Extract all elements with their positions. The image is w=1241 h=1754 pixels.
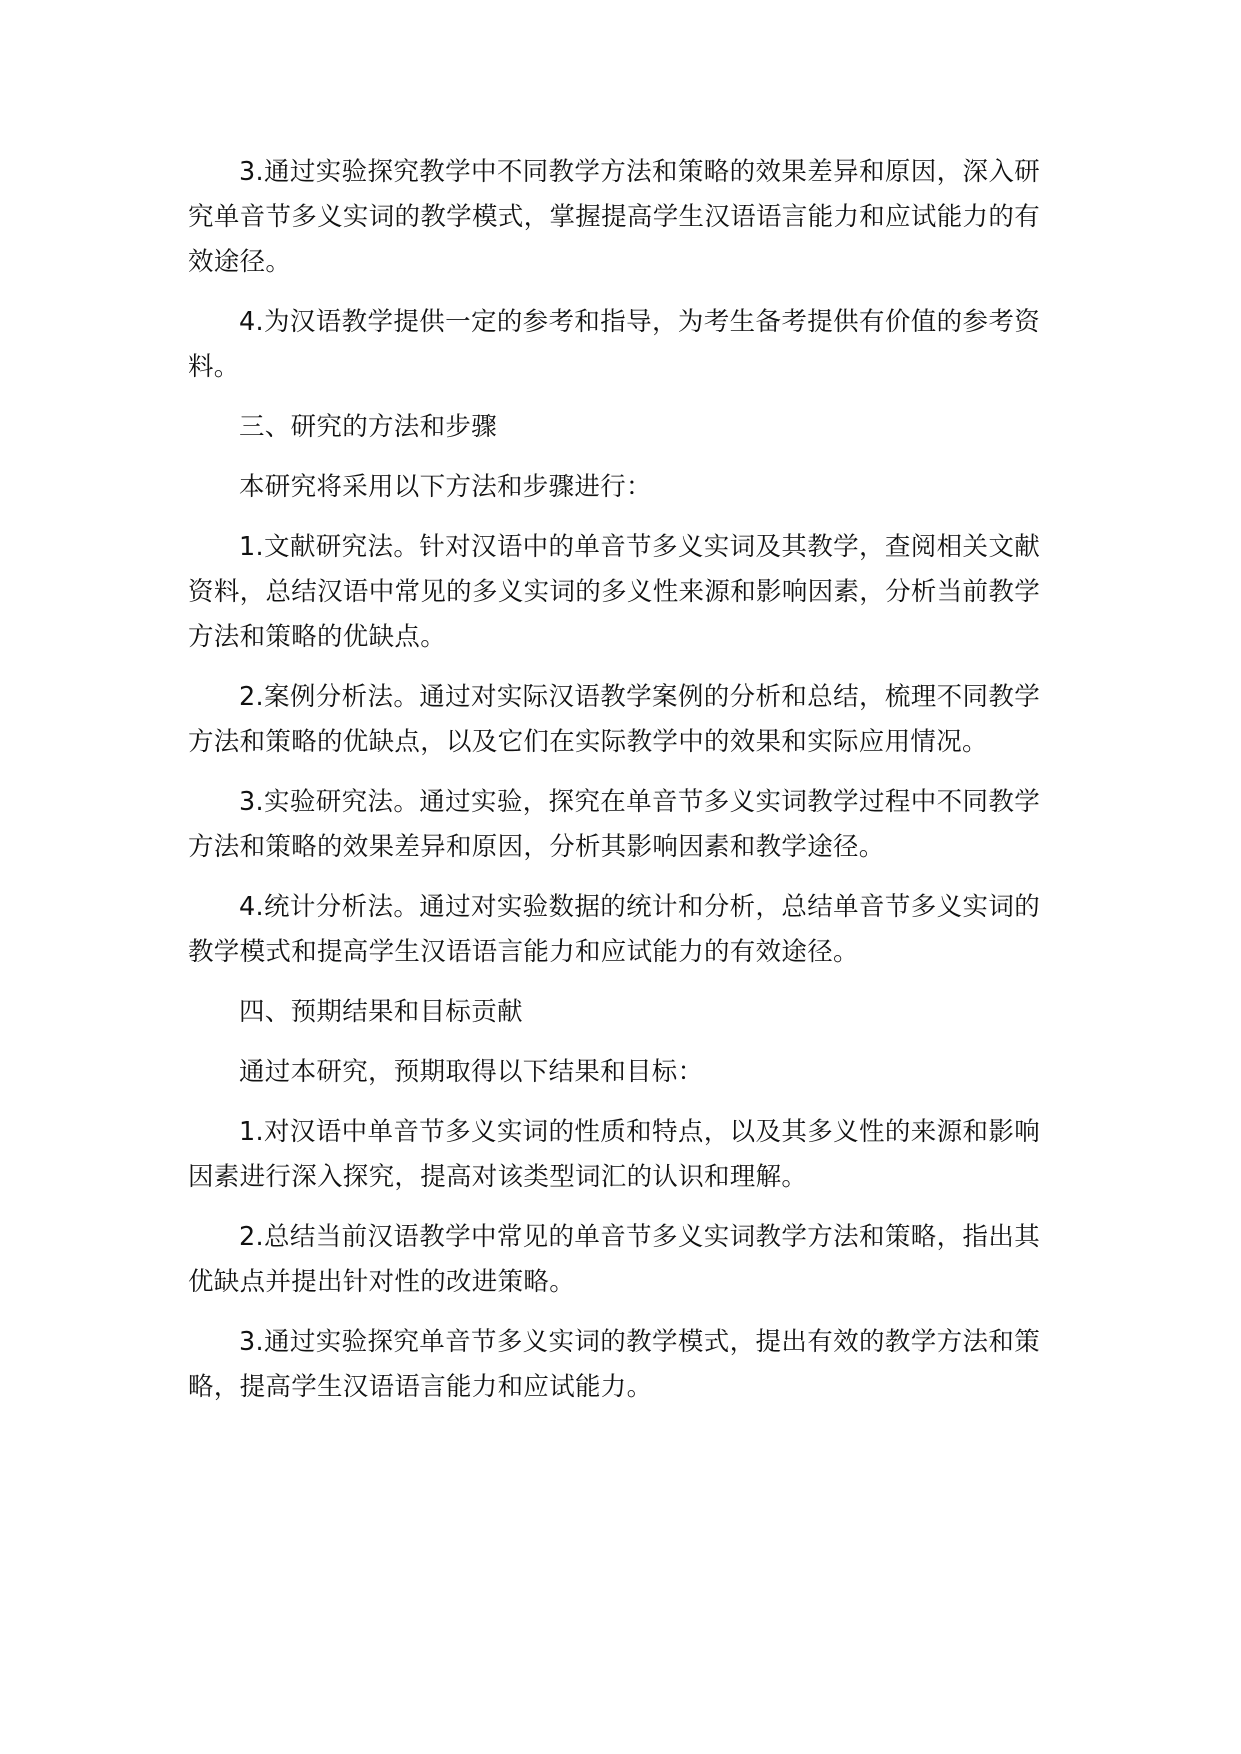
paragraph-methods-intro: 本研究将采用以下方法和步骤进行： [239, 472, 652, 502]
paragraph-goal-3: 3.通过实验探究教学中不同教学方法和策略的效果差异和原因，深入研究单音节多义实词的教学模式，掌握提高学生汉语语言能力和应试能力的有效途径。 [188, 157, 1040, 277]
paragraph-goal-4: 4.为汉语教学提供一定的参考和指导，为考生备考提供有价值的参考资料。 [188, 307, 1040, 382]
section-heading-results: 四、预期结果和目标贡献 [239, 997, 523, 1027]
paragraph-method-4: 4.统计分析法。通过对实验数据的统计和分析，总结单音节多义实词的教学模式和提高学生汉语语言能力和应试能力的有效途径。 [188, 892, 1040, 967]
section-heading-methods: 三、研究的方法和步骤 [239, 412, 498, 442]
document-body [188, 150, 1040, 1425]
paragraph-result-1: 1.对汉语中单音节多义实词的性质和特点，以及其多义性的来源和影响因素进行深入探究，提高对该类型词汇的认识和理解。 [188, 1117, 1040, 1192]
paragraph-method-3: 3.实验研究法。通过实验，探究在单音节多义实词教学过程中不同教学方法和策略的效果差异和原因，分析其影响因素和教学途径。 [188, 787, 1040, 862]
paragraph-result-3: 3.通过实验探究单音节多义实词的教学模式，提出有效的教学方法和策略，提高学生汉语语言能力和应试能力。 [188, 1327, 1040, 1402]
paragraph-results-intro: 通过本研究，预期取得以下结果和目标： [239, 1057, 704, 1087]
paragraph-method-2: 2.案例分析法。通过对实际汉语教学案例的分析和总结，梳理不同教学方法和策略的优缺点，以及它们在实际教学中的效果和实际应用情况。 [188, 682, 1040, 757]
paragraph-result-2: 2.总结当前汉语教学中常见的单音节多义实词教学方法和策略，指出其优缺点并提出针对性的改进策略。 [188, 1222, 1040, 1297]
paragraph-method-1: 1.文献研究法。针对汉语中的单音节多义实词及其教学，查阅相关文献资料，总结汉语中常见的多义实词的多义性来源和影响因素，分析当前教学方法和策略的优缺点。 [188, 532, 1040, 652]
